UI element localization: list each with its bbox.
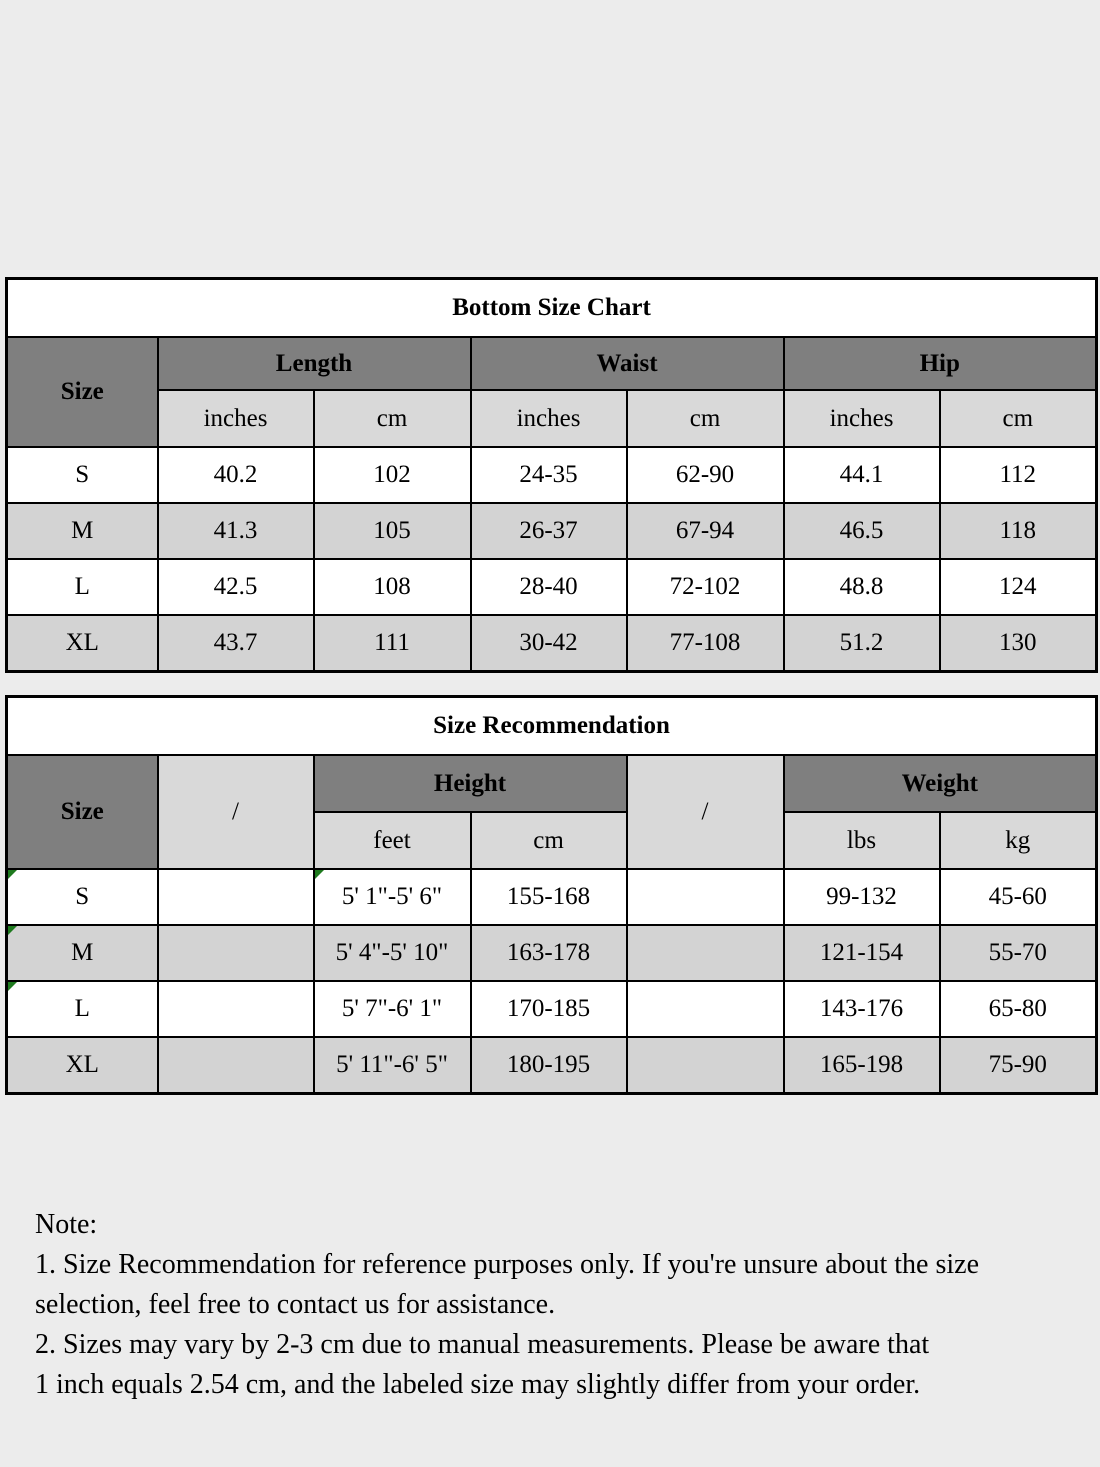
value-cell: 170-185: [471, 981, 627, 1037]
table-title-row: [7, 697, 1097, 756]
error-indicator-icon: [315, 870, 324, 879]
value-cell: 51.2: [784, 615, 940, 672]
value-cell: 108: [314, 559, 471, 615]
value-cell: 112: [940, 447, 1097, 503]
group-header-row: [7, 755, 1097, 812]
row-label: M: [7, 503, 158, 559]
table-row-s: [7, 447, 1097, 503]
hip-inches-header: inches: [784, 390, 940, 447]
table-row-m: [7, 503, 1097, 559]
weight-kg-header: kg: [940, 812, 1097, 869]
length-inches-header: inches: [158, 390, 314, 447]
hip-cm-header: cm: [940, 390, 1097, 447]
value-cell: 41.3: [158, 503, 314, 559]
table-row-l: [7, 981, 1097, 1037]
value-cell: 77-108: [627, 615, 784, 672]
value-cell: 26-37: [471, 503, 627, 559]
value-cell: 28-40: [471, 559, 627, 615]
empty-cell: [627, 869, 784, 925]
value-cell: 165-198: [784, 1037, 940, 1094]
value-cell: 30-42: [471, 615, 627, 672]
table-title-row: [7, 279, 1097, 338]
value-cell: 121-154: [784, 925, 940, 981]
empty-cell: [627, 981, 784, 1037]
table-row-s: [7, 869, 1097, 925]
value-cell: 42.5: [158, 559, 314, 615]
error-indicator-icon: [8, 982, 17, 991]
table-row-xl: [7, 1037, 1097, 1094]
value-cell: 48.8: [784, 559, 940, 615]
bottom-size-chart-table: [5, 277, 1098, 673]
waist-group-header: Waist: [471, 337, 784, 390]
value-cell: 111: [314, 615, 471, 672]
height-feet-header: feet: [314, 812, 471, 869]
note-line-4: 1 inch equals 2.54 cm, and the labeled size may slightly differ from your order.: [35, 1369, 921, 1400]
error-indicator-icon: [8, 870, 17, 879]
slash-column-header: /: [158, 755, 314, 869]
value-cell: 5' 4"-5' 10": [314, 925, 471, 981]
error-indicator-icon: [8, 926, 17, 935]
value-cell: 72-102: [627, 559, 784, 615]
note-line-2: selection, feel free to contact us for assistance.: [35, 1289, 556, 1320]
value-cell: 155-168: [471, 869, 627, 925]
weight-lbs-header: lbs: [784, 812, 940, 869]
value-cell: 118: [940, 503, 1097, 559]
length-cm-header: cm: [314, 390, 471, 447]
size-recommendation-table: [5, 695, 1098, 1095]
value-cell: 99-132: [784, 869, 940, 925]
value-cell: 43.7: [158, 615, 314, 672]
size-column-header: Size: [7, 755, 158, 869]
value-cell: 45-60: [940, 869, 1097, 925]
note-line-3: 2. Sizes may vary by 2-3 cm due to manual measurements. Please be aware that: [35, 1329, 930, 1360]
table-row-m: [7, 925, 1097, 981]
table-row-l: [7, 559, 1097, 615]
hip-group-header: Hip: [784, 337, 1097, 390]
value-cell: 5' 11"-6' 5": [314, 1037, 471, 1094]
slash-column-header: /: [627, 755, 784, 869]
value-cell: 105: [314, 503, 471, 559]
value-cell: 163-178: [471, 925, 627, 981]
row-label: S: [7, 869, 158, 925]
note-line-1: 1. Size Recommendation for reference purposes only. If you're unsure about the size: [35, 1249, 980, 1280]
size-column-header: Size: [7, 337, 158, 447]
empty-cell: [158, 1037, 314, 1094]
unit-header-row: [7, 390, 1097, 447]
note-section: [35, 1205, 1070, 1405]
row-label: L: [7, 559, 158, 615]
row-label: XL: [7, 1037, 158, 1094]
empty-cell: [627, 1037, 784, 1094]
height-cm-header: cm: [471, 812, 627, 869]
value-cell: 67-94: [627, 503, 784, 559]
waist-inches-header: inches: [471, 390, 627, 447]
row-label: XL: [7, 615, 158, 672]
value-cell: 24-35: [471, 447, 627, 503]
row-label: M: [7, 925, 158, 981]
empty-cell: [158, 869, 314, 925]
value-cell: 102: [314, 447, 471, 503]
value-cell: 130: [940, 615, 1097, 672]
value-cell: 180-195: [471, 1037, 627, 1094]
length-group-header: Length: [158, 337, 471, 390]
value-cell: 55-70: [940, 925, 1097, 981]
note-heading: Note:: [35, 1209, 98, 1240]
empty-cell: [158, 925, 314, 981]
waist-cm-header: cm: [627, 390, 784, 447]
value-cell: 5' 7"-6' 1": [314, 981, 471, 1037]
empty-cell: [627, 925, 784, 981]
value-cell: 124: [940, 559, 1097, 615]
value-cell: 65-80: [940, 981, 1097, 1037]
height-group-header: Height: [314, 755, 627, 812]
row-label: S: [7, 447, 158, 503]
value-cell: 44.1: [784, 447, 940, 503]
value-cell: 62-90: [627, 447, 784, 503]
weight-group-header: Weight: [784, 755, 1097, 812]
value-cell: 143-176: [784, 981, 940, 1037]
bottom-size-chart-title: Bottom Size Chart: [7, 279, 1097, 338]
value-cell: 46.5: [784, 503, 940, 559]
value-cell: 75-90: [940, 1037, 1097, 1094]
empty-cell: [158, 981, 314, 1037]
row-label: L: [7, 981, 158, 1037]
size-recommendation-title: Size Recommendation: [7, 697, 1097, 756]
value-cell: 40.2: [158, 447, 314, 503]
group-header-row: [7, 337, 1097, 390]
table-row-xl: [7, 615, 1097, 672]
value-cell: 5' 1"-5' 6": [314, 869, 471, 925]
